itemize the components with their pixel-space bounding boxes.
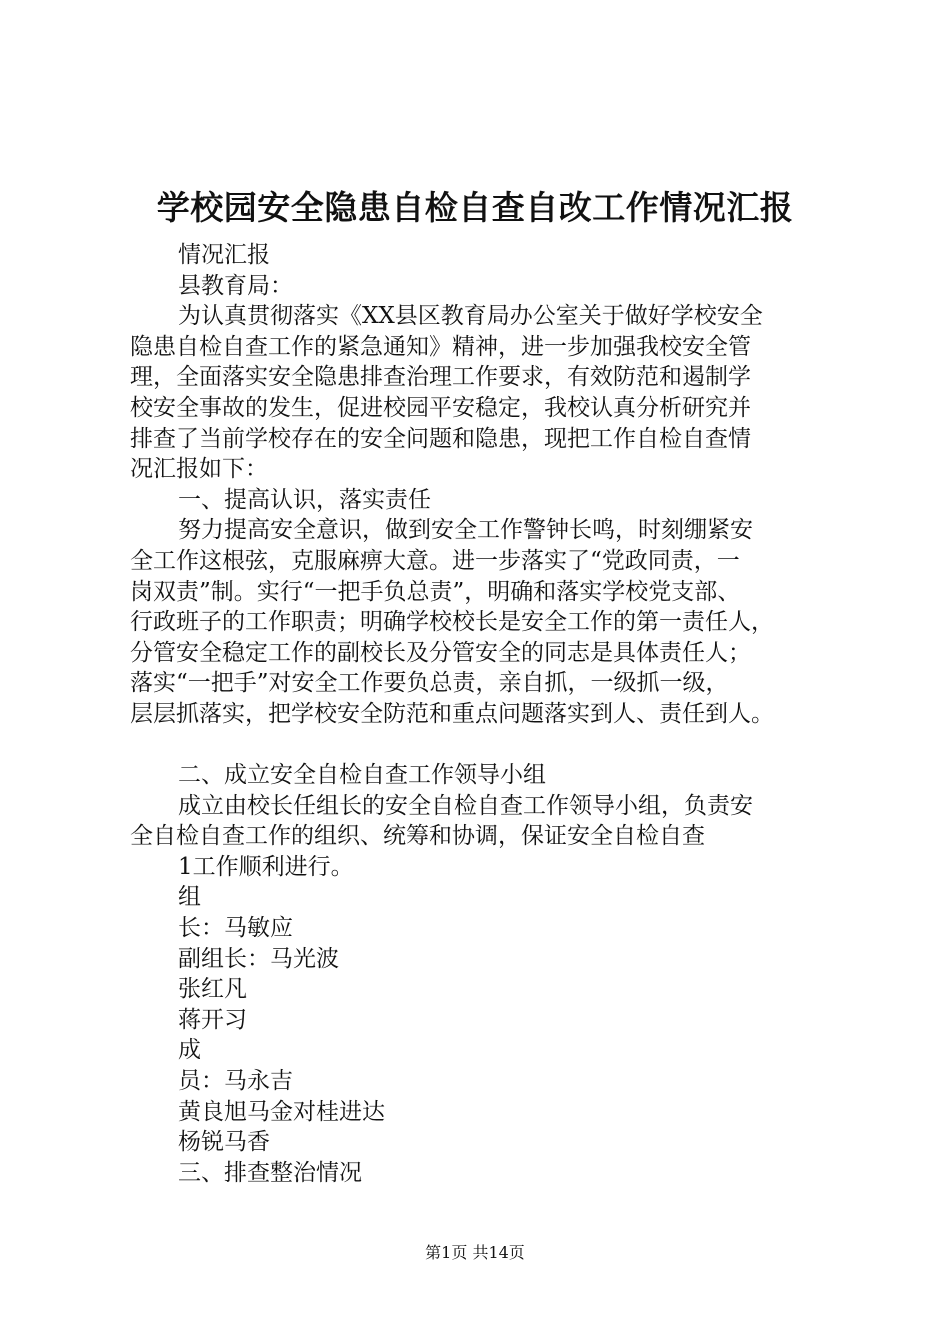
document-title: 学校园安全隐患自检自查自改工作情况汇报 [156,188,794,227]
text-line: 杨锐马香 [178,1129,270,1156]
text-line: 成 [178,1037,201,1064]
text-line: 努力提高安全意识，做到安全工作警钟长鸣，时刻绷紧安 [178,517,753,544]
section-heading: 一、提高认识，落实责任 [178,486,431,513]
blank-line [130,730,830,761]
text-line: 1工作顺利进行。 [178,853,354,880]
text-line: 长：马敏应 [178,915,293,942]
text-line: 组 [178,884,201,911]
text-line: 分管安全稳定工作的副校长及分管安全的同志是具体责任人； [130,639,751,666]
text-line: 况汇报如下： [130,456,268,483]
text-line: 理，全面落实安全隐患排查治理工作要求，有效防范和遏制学 [130,364,751,391]
document-body [130,240,830,1188]
text-line: 副组长：马光波 [178,945,339,972]
text-line: 蒋开习 [178,1006,247,1033]
text-line: 为认真贯彻落实《XX县区教育局办公室关于做好学校安全 [178,303,763,330]
text-line: 情况汇报 [178,242,270,268]
text-line: 黄良旭马金对桂进达 [178,1098,385,1125]
text-line: 张红凡 [178,976,247,1003]
text-line: 隐患自检自查工作的紧急通知》精神，进一步加强我校安全管 [130,333,751,360]
text-line: 行政班子的工作职责；明确学校校长是安全工作的第一责任人， [130,609,774,636]
text-line: 落实“一把手”对安全工作要负总责，亲自抓，一级抓一级， [130,670,729,697]
section-heading: 三、排查整治情况 [178,1159,362,1186]
text-line: 全工作这根弦，克服麻痹大意。进一步落实了“党政同责，一 [130,547,740,574]
text-line: 全自检自查工作的组织、统筹和协调，保证安全自检自查 [130,823,705,850]
section-heading: 二、成立安全自检自查工作领导小组 [178,762,546,789]
text-line: 县教育局： [178,272,293,299]
page-footer: 第1页 共14页 [425,1243,525,1262]
text-line: 岗双责”制。实行“一把手负总责”，明确和落实学校党支部、 [130,578,741,605]
text-line: 校安全事故的发生，促进校园平安稳定，我校认真分析研究并 [130,394,751,421]
text-line: 排查了当前学校存在的安全问题和隐患，现把工作自检自查情 [130,425,751,452]
text-line: 员：马永吉 [178,1068,293,1095]
text-line: 层层抓落实，把学校安全防范和重点问题落实到人、责任到人。 [130,700,774,727]
text-line: 成立由校长任组长的安全自检自查工作领导小组，负责安 [178,792,753,819]
